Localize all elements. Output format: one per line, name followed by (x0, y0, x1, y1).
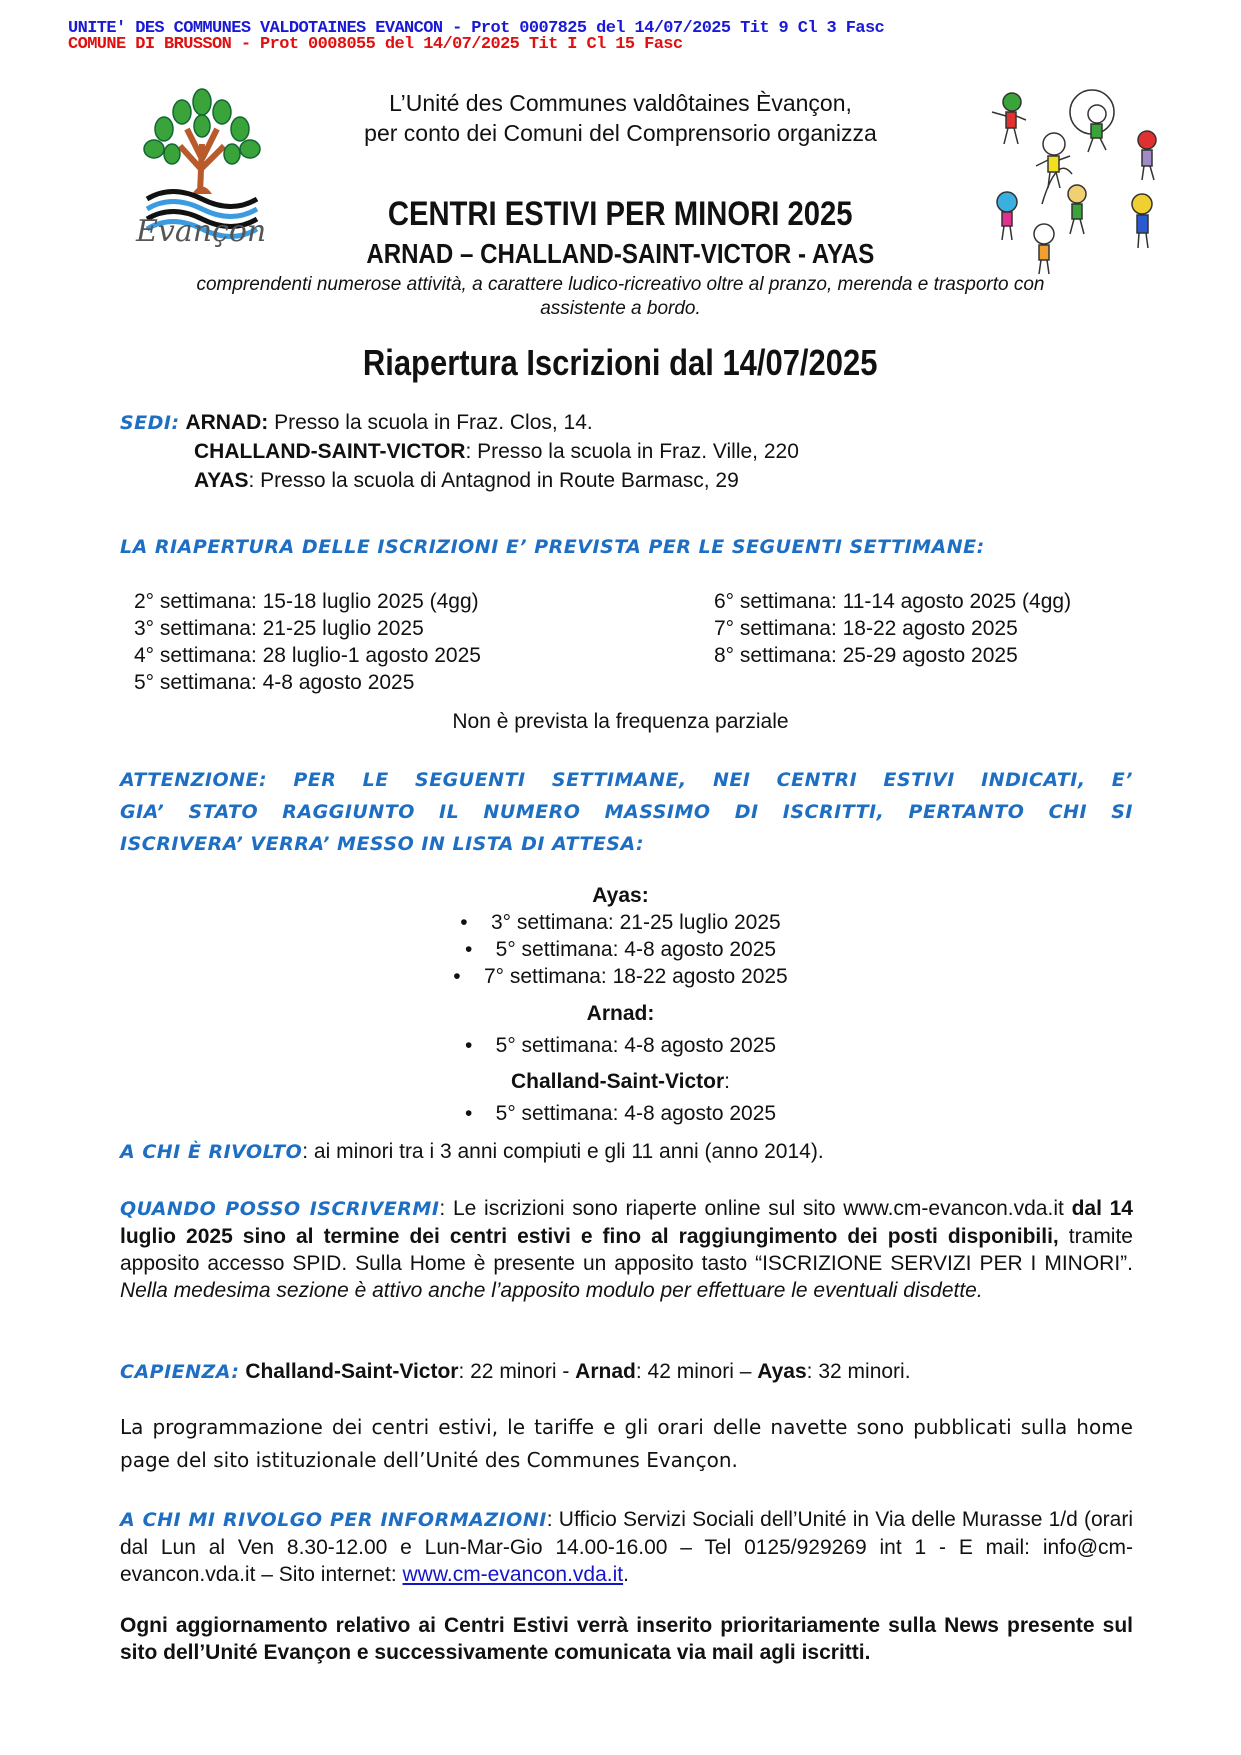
week-item: 2° settimana: 15-18 luglio 2025 (4gg) (134, 590, 479, 613)
target-label: A CHI È RIVOLTO (120, 1141, 303, 1163)
sedi-line-1 (120, 409, 593, 437)
week-item: 5° settimana: 4-8 agosto 2025 (134, 671, 415, 694)
weeks-right-column (714, 588, 1071, 669)
when-cancellation-note: Nella medesima sezione è attivo anche l’apposito modulo per effettuare le eventuali disdette. (120, 1279, 983, 1302)
waitlist-center-line (0, 1066, 1241, 1098)
description-line-2: assistente a bordo. (540, 298, 701, 319)
sede-name: ARNAD: (185, 411, 269, 434)
weeks-left-column (134, 588, 481, 696)
waitlist-week: • 5° settimana: 4-8 agosto 2025 (464, 1102, 777, 1125)
waitlist-arnad (0, 998, 1241, 1062)
protocol-stamp-unite: UNITE' DES COMMUNES VALDOTAINES EVANCON - Prot 0007825 del 14/07/2025 Tit 9 Cl 3 Fasc (68, 19, 885, 38)
reopening-title: Riapertura Iscrizioni dal 14/07/2025 (363, 342, 878, 383)
waitlist-center: Arnad: (586, 1002, 655, 1025)
waitlist-week-text: 7° settimana: 18-22 agosto 2025 (483, 965, 788, 988)
waitlist-center-suffix: : (724, 1070, 730, 1093)
info-paragraph (120, 1506, 1133, 1588)
attention-line-1: ATTENZIONE: PER LE SEGUENTI SETTIMANE, NEI CENTRI ESTIVI INDICATI, E’ (120, 769, 1133, 791)
sedi-line-2 (194, 438, 799, 465)
sede-name: AYAS (194, 469, 249, 492)
attention-line-3: ISCRIVERA’ VERRA’ MESSO IN LISTA DI ATTESA: (120, 833, 645, 855)
attention-line-2: GIA’ STATO RAGGIUNTO IL NUMERO MASSIMO DI ISCRITTI, PERTANTO CHI SI (120, 801, 1133, 823)
waitlist-center: Ayas: (592, 884, 649, 907)
capacity-value: : 32 minori. (806, 1360, 911, 1383)
capacity-place: Challand-Saint-Victor (245, 1360, 459, 1383)
waitlist-week-text: 5° settimana: 4-8 agosto 2025 (495, 1102, 777, 1125)
logo-text: Evançon (136, 214, 267, 249)
info-label: A CHI MI RIVOLGO PER INFORMAZIONI (120, 1509, 547, 1531)
protocol-stamp-brusson: COMUNE DI BRUSSON - Prot 0008055 del 14/07/2025 Tit I Cl 15 Fasc (68, 35, 683, 54)
sede-address: Presso la scuola in Fraz. Clos, 14. (268, 411, 593, 434)
when-dates: dal 14 luglio 2025 sino al termine dei centri estivi e fino al raggiungimento dei posti disponibili, (120, 1197, 1133, 1248)
subtitle-wrap (0, 238, 1241, 270)
main-title-wrap (0, 195, 1241, 234)
intro-line-2: per conto dei Comuni del Comprensorio organizza (364, 120, 877, 146)
programme-paragraph: La programmazione dei centri estivi, le tariffe e gli orari delle navette sono pubblicati sulla home page del sito istituzionale dell’Unité des Communes Evançon. (120, 1415, 1133, 1472)
main-title: CENTRI ESTIVI PER MINORI 2025 (388, 195, 853, 233)
info-text: : Ufficio Servizi Sociali dell’Unité in Via delle Murasse 1/d (orari dal Lun al Ven 8.30-12.00 e Lun-Mar-Gio 14.00-16.00 – Tel 0125/929269 int 1 - E mail: info@cm-evancon.vda.it – Sito internet: (120, 1508, 1133, 1586)
week-item: 4° settimana: 28 luglio-1 agosto 2025 (134, 644, 481, 667)
description-line-1: comprendenti numerose attività, a carattere ludico-ricreativo oltre al pranzo, merenda e trasporto con (196, 274, 1045, 295)
when-text-2: tramite apposito accesso SPID. Sulla Home è presente un apposito tasto “ISCRIZIONE SERVIZI PER I MINORI”. (120, 1225, 1133, 1275)
week-item: 8° settimana: 25-29 agosto 2025 (714, 644, 1018, 667)
partial-attendance-note: Non è prevista la frequenza parziale (452, 710, 789, 733)
capacity-place: Ayas (757, 1360, 807, 1383)
waitlist-week: • 3° settimana: 21-25 luglio 2025 (460, 911, 781, 934)
when-text: : Le iscrizioni sono riaperte online sul sito www.cm-evancon.vda.it (439, 1197, 1064, 1220)
sedi-label: SEDI: (120, 412, 180, 434)
capacity-value: : 22 minori - (458, 1360, 576, 1383)
waitlist-week: • 7° settimana: 18-22 agosto 2025 (453, 965, 788, 988)
when-label: QUANDO POSSO ISCRIVERMI (120, 1198, 440, 1220)
sede-address: : Presso la scuola di Antagnod in Route Barmasc, 29 (248, 469, 739, 492)
waitlist-center: Challand-Saint-Victor (511, 1070, 725, 1093)
week-item: 7° settimana: 18-22 agosto 2025 (714, 617, 1018, 640)
waitlist-challand (0, 1066, 1241, 1130)
capacity-label: CAPIENZA: (120, 1361, 240, 1383)
waitlist-ayas (0, 882, 1241, 990)
waitlist-week: • 5° settimana: 4-8 agosto 2025 (464, 1034, 777, 1057)
sede-name: CHALLAND-SAINT-VICTOR (194, 440, 466, 463)
intro-line-1: L’Unité des Communes valdôtaines Èvançon, (389, 90, 852, 116)
capacity-place: Arnad (575, 1360, 636, 1383)
target-text: : ai minori tra i 3 anni compiuti e gli 11 anni (anno 2014). (302, 1140, 824, 1163)
final-note: Ogni aggiornamento relativo ai Centri Estivi verrà inserito prioritariamente sulla News presente sul sito dell’Unité Evançon e successivamente comunicata via mail agli iscritti. (120, 1614, 1133, 1664)
target-paragraph (120, 1138, 1133, 1166)
info-end: . (623, 1563, 629, 1586)
website-link[interactable]: www.cm-evancon.vda.it (402, 1563, 624, 1586)
reopening-title-wrap (0, 342, 1241, 384)
waitlist-week: • 5° settimana: 4-8 agosto 2025 (464, 938, 777, 961)
attention-block (120, 764, 1133, 860)
capacity-paragraph (120, 1358, 1133, 1386)
week-item: 6° settimana: 11-14 agosto 2025 (4gg) (714, 590, 1072, 613)
sedi-line-3 (194, 467, 739, 494)
when-paragraph (120, 1195, 1133, 1304)
weeks-heading: LA RIAPERTURA DELLE ISCRIZIONI E’ PREVISTA PER LE SEGUENTI SETTIMANE: (120, 536, 985, 558)
capacity-value: : 42 minori – (635, 1360, 758, 1383)
waitlist-week-text: 5° settimana: 4-8 agosto 2025 (495, 938, 777, 961)
week-item: 3° settimana: 21-25 luglio 2025 (134, 617, 424, 640)
waitlist-week-text: 3° settimana: 21-25 luglio 2025 (490, 911, 781, 934)
sede-address: : Presso la scuola in Fraz. Ville, 220 (465, 440, 799, 463)
waitlist-week-text: 5° settimana: 4-8 agosto 2025 (495, 1034, 777, 1057)
subtitle-towns: ARNAD – CHALLAND-SAINT-VICTOR - AYAS (366, 238, 875, 269)
